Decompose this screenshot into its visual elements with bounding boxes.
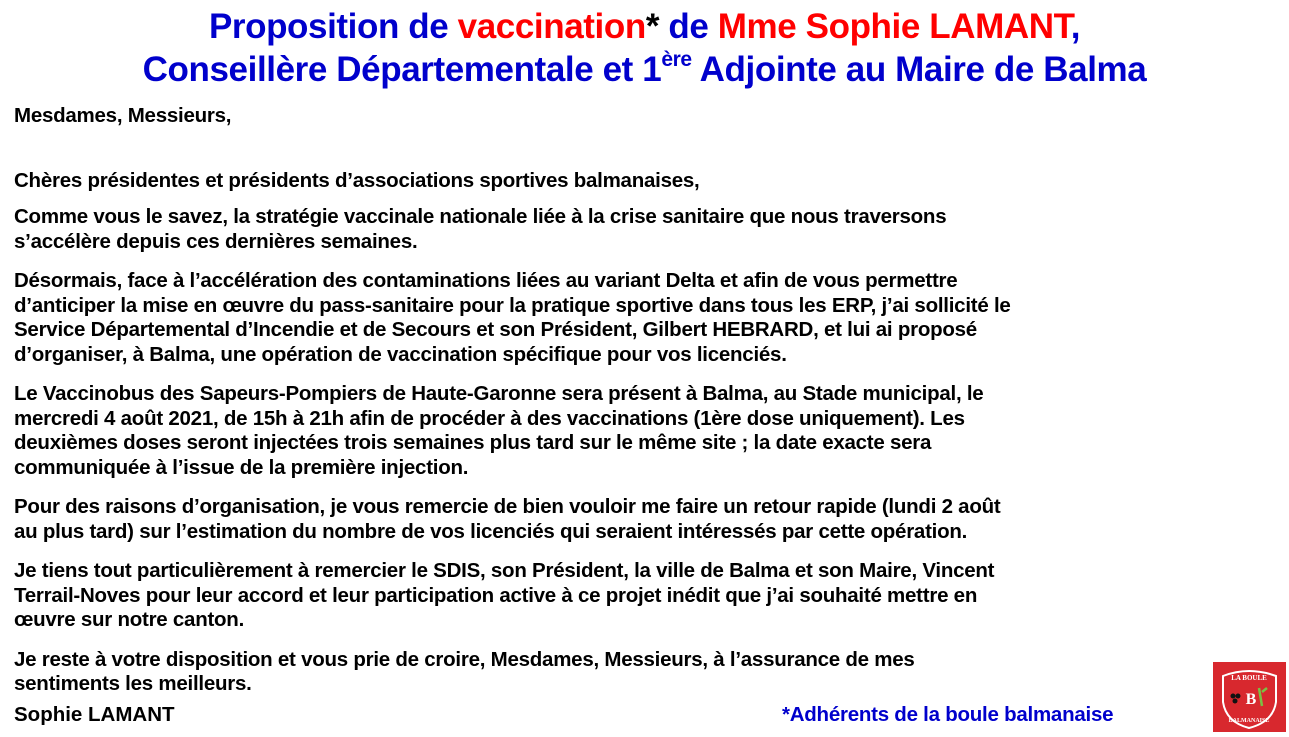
signature: Sophie LAMANT <box>14 703 175 726</box>
logo-emblem-icon <box>1213 662 1286 732</box>
greeting: Mesdames, Messieurs, <box>14 104 232 127</box>
title-line-1: Proposition de vaccination* de Mme Sophie LAMANT, <box>208 7 1081 46</box>
line: Comme vous le savez, la stratégie vaccinale nationale liée à la crise sanitaire que nous traversons <box>14 205 947 228</box>
title-line-2: Conseillère Départementale et 1ère Adjointe au Maire de Balma <box>142 48 1147 89</box>
paragraph-5 <box>14 559 1284 633</box>
line: Service Départemental d’Incendie et de Secours et son Président, Gilbert HEBRARD, et lui ai proposé <box>14 318 977 341</box>
line: au plus tard) sur l’estimation du nombre de vos licenciés qui seraient intéressés par cette opération. <box>14 519 968 543</box>
paragraph-1 <box>14 205 1284 254</box>
line: œuvre sur notre canton. <box>14 608 245 631</box>
line: Pour des raisons d’organisation, je vous remercie de bien vouloir me faire un retour rapide (lundi 2 août <box>14 495 1001 518</box>
line: s’accélère depuis ces dernières semaines. <box>14 229 418 253</box>
svg-text:LA BOULE: LA BOULE <box>1231 674 1267 682</box>
line: d’anticiper la mise en œuvre du pass-sanitaire pour la pratique sportive dans tous les ERP, j’ai sollicité le <box>14 293 1011 317</box>
line: Désormais, face à l’accélération des contaminations liées au variant Delta et afin de vous permettre <box>14 269 958 292</box>
line: Je tiens tout particulièrement à remercier le SDIS, son Président, la ville de Balma et son Maire, Vincent <box>14 559 995 582</box>
paragraph-4 <box>14 495 1284 544</box>
line: Terrail-Noves pour leur accord et leur participation active à ce projet inédit que j’ai souhaité mettre en <box>14 583 978 607</box>
line: Je reste à votre disposition et vous prie de croire, Mesdames, Messieurs, à l’assurance de mes <box>14 647 915 671</box>
footnote: *Adhérents de la boule balmanaise <box>782 703 1114 726</box>
line: d’organiser, à Balma, une opération de vaccination spécifique pour vos licenciés. <box>14 342 787 366</box>
paragraph-6 <box>14 648 1284 697</box>
svg-text:B: B <box>1245 691 1257 708</box>
paragraph-3 <box>14 382 1284 480</box>
line: mercredi 4 août 2021, de 15h à 21h afin de procéder à des vaccinations (1ère dose uniquement). Les <box>14 406 965 430</box>
salutation: Chères présidentes et présidents d’associations sportives balmanaises, <box>14 168 700 192</box>
line: communiquée à l’issue de la première injection. <box>14 455 469 479</box>
line: deuxièmes doses seront injectées trois semaines plus tard sur le même site ; la date exacte sera <box>14 431 932 454</box>
letter-body <box>14 104 1284 712</box>
paragraph-2 <box>14 269 1284 367</box>
line: Le Vaccinobus des Sapeurs-Pompiers de Haute-Garonne sera présent à Balma, au Stade municipal, le <box>14 382 984 405</box>
svg-text:BALMANAISE: BALMANAISE <box>1228 718 1270 724</box>
line: sentiments les meilleurs. <box>14 672 252 695</box>
boule-balmanaise-logo <box>1213 662 1286 732</box>
